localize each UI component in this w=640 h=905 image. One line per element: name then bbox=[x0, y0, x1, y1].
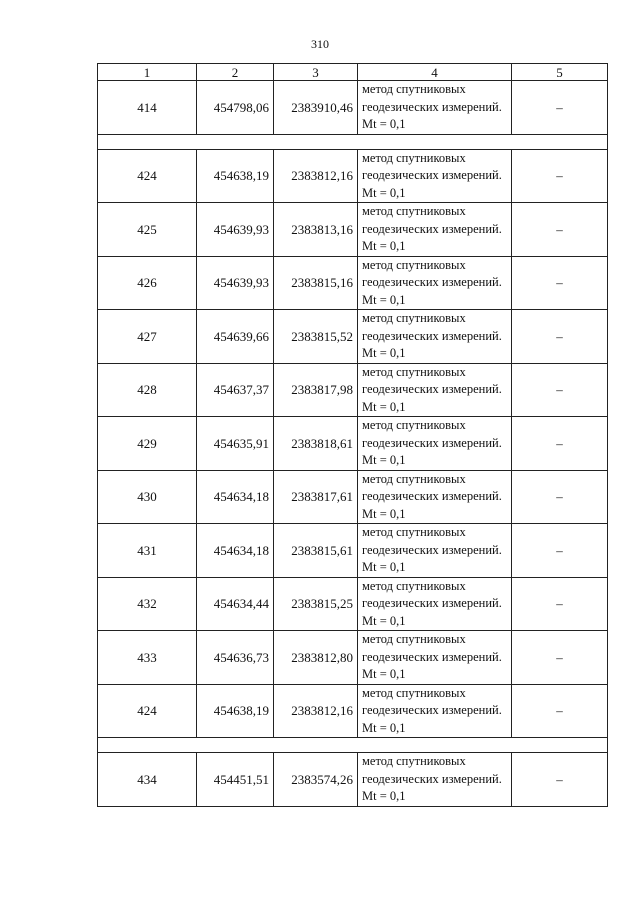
y-coordinate-cell: 2383813,16 bbox=[274, 203, 358, 257]
point-cell: 434 bbox=[98, 753, 197, 807]
x-coordinate-cell: 454637,37 bbox=[197, 363, 274, 417]
x-coordinate-cell: 454798,06 bbox=[197, 81, 274, 135]
point-cell: 429 bbox=[98, 417, 197, 471]
column-header-5: 5 bbox=[512, 64, 608, 81]
table-row bbox=[98, 417, 608, 471]
method-cell: метод спутниковых геодезических измерений. Mt = 0,1 bbox=[358, 470, 512, 524]
table-row bbox=[98, 81, 608, 135]
point-cell: 425 bbox=[98, 203, 197, 257]
point-cell: 424 bbox=[98, 149, 197, 203]
point-cell: 430 bbox=[98, 470, 197, 524]
x-coordinate-cell: 454636,73 bbox=[197, 631, 274, 685]
point-cell: 432 bbox=[98, 577, 197, 631]
note-cell: – bbox=[512, 577, 608, 631]
header-row bbox=[98, 64, 608, 81]
note-cell: – bbox=[512, 203, 608, 257]
y-coordinate-cell: 2383817,61 bbox=[274, 470, 358, 524]
method-cell: метод спутниковых геодезических измерений. Mt = 0,1 bbox=[358, 417, 512, 471]
point-cell: 414 bbox=[98, 81, 197, 135]
y-coordinate-cell: 2383812,80 bbox=[274, 631, 358, 685]
point-cell: 433 bbox=[98, 631, 197, 685]
note-cell: – bbox=[512, 256, 608, 310]
table-row bbox=[98, 310, 608, 364]
note-cell: – bbox=[512, 631, 608, 685]
method-cell: метод спутниковых геодезических измерений. Mt = 0,1 bbox=[358, 631, 512, 685]
column-header-4: 4 bbox=[358, 64, 512, 81]
table-row bbox=[98, 363, 608, 417]
method-cell: метод спутниковых геодезических измерений. Mt = 0,1 bbox=[358, 684, 512, 738]
point-cell: 431 bbox=[98, 524, 197, 578]
method-cell: метод спутниковых геодезических измерений. Mt = 0,1 bbox=[358, 203, 512, 257]
x-coordinate-cell: 454638,19 bbox=[197, 684, 274, 738]
point-cell: 424 bbox=[98, 684, 197, 738]
table-row bbox=[98, 203, 608, 257]
note-cell: – bbox=[512, 524, 608, 578]
y-coordinate-cell: 2383910,46 bbox=[274, 81, 358, 135]
x-coordinate-cell: 454634,18 bbox=[197, 524, 274, 578]
section-separator-row bbox=[98, 134, 608, 149]
coordinates-table bbox=[97, 63, 608, 807]
y-coordinate-cell: 2383815,61 bbox=[274, 524, 358, 578]
column-header-1: 1 bbox=[98, 64, 197, 81]
section-separator-cell bbox=[98, 134, 608, 149]
page-number: 310 bbox=[311, 37, 329, 51]
x-coordinate-cell: 454639,66 bbox=[197, 310, 274, 364]
x-coordinate-cell: 454638,19 bbox=[197, 149, 274, 203]
note-cell: – bbox=[512, 684, 608, 738]
note-cell: – bbox=[512, 753, 608, 807]
table-row bbox=[98, 256, 608, 310]
section-separator-row bbox=[98, 738, 608, 753]
x-coordinate-cell: 454639,93 bbox=[197, 203, 274, 257]
point-cell: 428 bbox=[98, 363, 197, 417]
note-cell: – bbox=[512, 363, 608, 417]
method-cell: метод спутниковых геодезических измерений. Mt = 0,1 bbox=[358, 524, 512, 578]
method-cell: метод спутниковых геодезических измерений. Mt = 0,1 bbox=[358, 577, 512, 631]
note-cell: – bbox=[512, 470, 608, 524]
y-coordinate-cell: 2383818,61 bbox=[274, 417, 358, 471]
note-cell: – bbox=[512, 310, 608, 364]
table-row bbox=[98, 684, 608, 738]
x-coordinate-cell: 454634,18 bbox=[197, 470, 274, 524]
table-row bbox=[98, 149, 608, 203]
point-cell: 426 bbox=[98, 256, 197, 310]
x-coordinate-cell: 454634,44 bbox=[197, 577, 274, 631]
method-cell: метод спутниковых геодезических измерений. Mt = 0,1 bbox=[358, 363, 512, 417]
method-cell: метод спутниковых геодезических измерений. Mt = 0,1 bbox=[358, 149, 512, 203]
column-header-3: 3 bbox=[274, 64, 358, 81]
section-separator-cell bbox=[98, 738, 608, 753]
x-coordinate-cell: 454451,51 bbox=[197, 753, 274, 807]
x-coordinate-cell: 454635,91 bbox=[197, 417, 274, 471]
x-coordinate-cell: 454639,93 bbox=[197, 256, 274, 310]
y-coordinate-cell: 2383815,16 bbox=[274, 256, 358, 310]
y-coordinate-cell: 2383812,16 bbox=[274, 684, 358, 738]
method-cell: метод спутниковых геодезических измерений. Mt = 0,1 bbox=[358, 310, 512, 364]
note-cell: – bbox=[512, 417, 608, 471]
y-coordinate-cell: 2383812,16 bbox=[274, 149, 358, 203]
y-coordinate-cell: 2383815,25 bbox=[274, 577, 358, 631]
table-row bbox=[98, 631, 608, 685]
note-cell: – bbox=[512, 81, 608, 135]
table-row bbox=[98, 470, 608, 524]
method-cell: метод спутниковых геодезических измерений. Mt = 0,1 bbox=[358, 753, 512, 807]
point-cell: 427 bbox=[98, 310, 197, 364]
y-coordinate-cell: 2383574,26 bbox=[274, 753, 358, 807]
table-row bbox=[98, 753, 608, 807]
y-coordinate-cell: 2383815,52 bbox=[274, 310, 358, 364]
table-row bbox=[98, 524, 608, 578]
method-cell: метод спутниковых геодезических измерений. Mt = 0,1 bbox=[358, 81, 512, 135]
method-cell: метод спутниковых геодезических измерений. Mt = 0,1 bbox=[358, 256, 512, 310]
column-header-2: 2 bbox=[197, 64, 274, 81]
coordinates-table-body bbox=[98, 64, 608, 807]
note-cell: – bbox=[512, 149, 608, 203]
y-coordinate-cell: 2383817,98 bbox=[274, 363, 358, 417]
table-row bbox=[98, 577, 608, 631]
